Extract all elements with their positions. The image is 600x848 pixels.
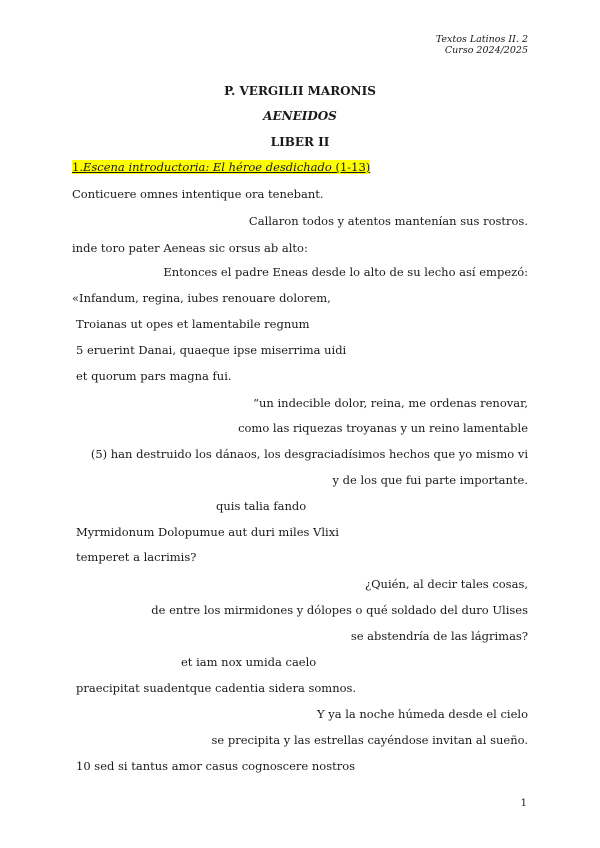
latin-line: inde toro pater Aeneas sic orsus ab alto: bbox=[72, 241, 308, 255]
spanish-line: (5) han destruido los dánaos, los desgraciadísimos hechos que yo mismo vi bbox=[90, 447, 528, 461]
latin-line: «Infandum, regina, iubes renouare dolorem, bbox=[72, 291, 331, 305]
spanish-line: Y ya la noche húmeda desde el cielo bbox=[316, 707, 528, 721]
latin-line: praecipitat suadentque cadentia sidera somnos. bbox=[76, 681, 357, 695]
latin-line: 10 sed si tantus amor casus cognoscere nostros bbox=[76, 759, 356, 773]
work-title: AENEIDOS bbox=[263, 109, 337, 123]
spanish-line: ¿Quién, al decir tales cosas, bbox=[364, 577, 528, 591]
spanish-line: de entre los mirmidones y dólopes o qué soldado del duro Ulises bbox=[151, 603, 528, 617]
latin-line: quis talia fando bbox=[216, 499, 307, 513]
running-header-year: Curso 2024/2025 bbox=[444, 45, 528, 56]
latin-line: et iam nox umida caelo bbox=[181, 655, 317, 669]
section-heading bbox=[72, 160, 370, 174]
section-title: Escena introductoria: El héroe desdichado bbox=[82, 160, 332, 174]
spanish-line: Entonces el padre Eneas desde lo alto de su lecho así empezó: bbox=[163, 265, 528, 279]
latin-line: Myrmidonum Dolopumue aut duri miles Vlixi bbox=[76, 525, 339, 539]
latin-line: 5 eruerint Danai, quaeque ipse miserrima uidi bbox=[76, 343, 347, 357]
spanish-line: como las riquezas troyanas y un reino lamentable bbox=[238, 421, 528, 435]
spanish-line: se precipita y las estrellas cayéndose invitan al sueño. bbox=[211, 733, 528, 747]
latin-line: Conticuere omnes intentique ora tenebant. bbox=[72, 187, 324, 201]
spanish-line: se abstendría de las lágrimas? bbox=[350, 629, 528, 643]
latin-line: Troianas ut opes et lamentabile regnum bbox=[76, 317, 310, 331]
author-title: P. VERGILII MARONIS bbox=[224, 84, 376, 98]
running-header-course: Textos Latinos II. 2 bbox=[435, 34, 528, 45]
spanish-line: y de los que fui parte importante. bbox=[332, 473, 528, 487]
latin-line: temperet a lacrimis? bbox=[76, 550, 197, 564]
spanish-line: Callaron todos y atentos mantenían sus rostros. bbox=[248, 214, 528, 228]
spanish-line: “un indecible dolor, reina, me ordenas renovar, bbox=[253, 396, 528, 410]
book-title: LIBER II bbox=[270, 135, 330, 149]
page-number: 1 bbox=[520, 798, 527, 809]
section-range: (1-13) bbox=[331, 160, 371, 174]
latin-line: et quorum pars magna fui. bbox=[76, 369, 232, 383]
section-number: 1. bbox=[72, 160, 83, 174]
